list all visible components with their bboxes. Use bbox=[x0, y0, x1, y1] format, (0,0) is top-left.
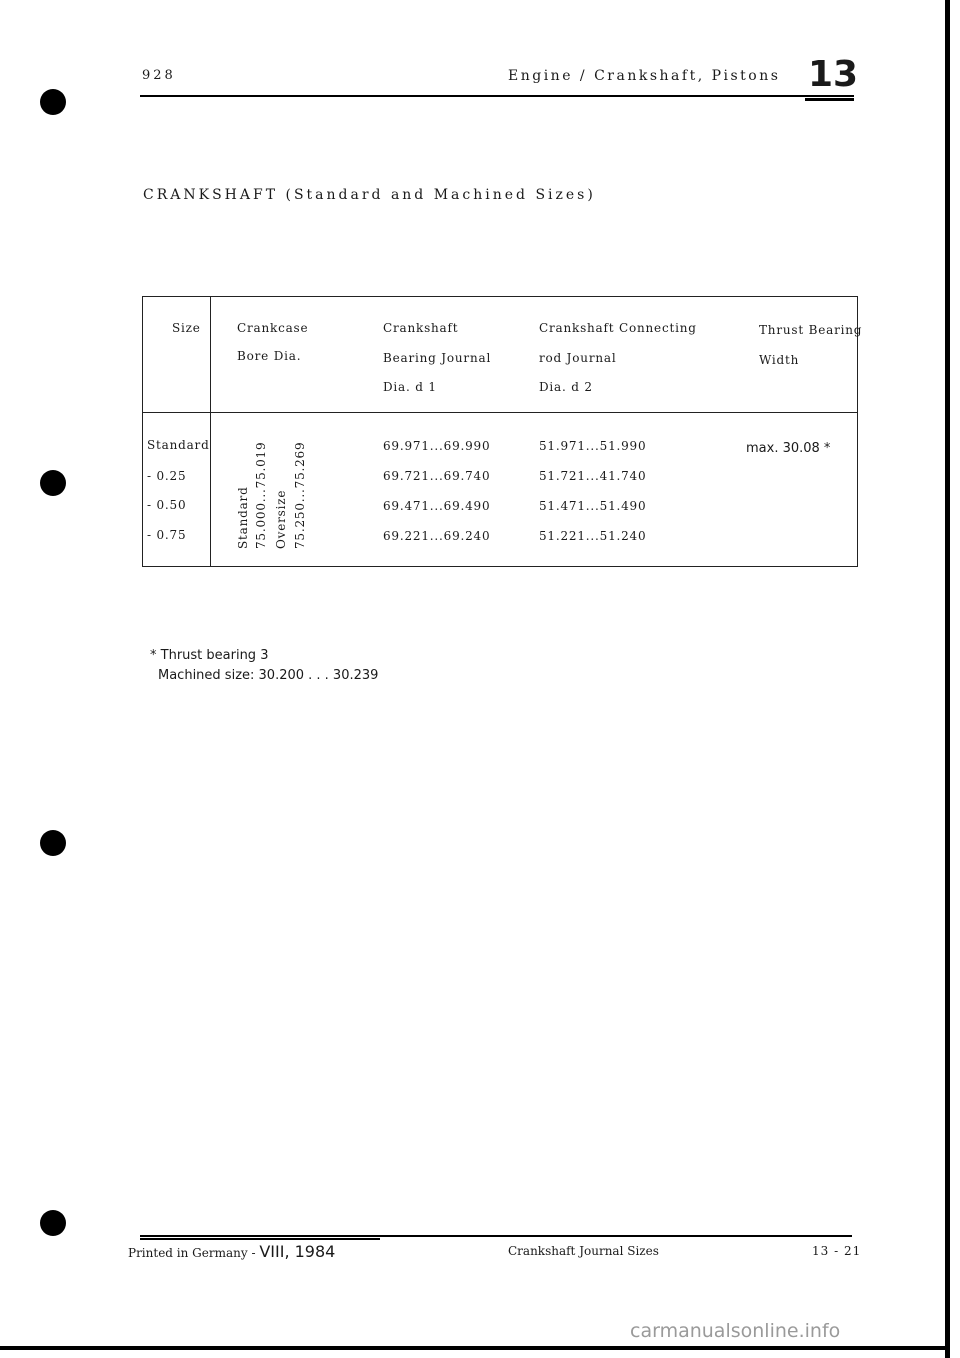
table-left-border bbox=[142, 296, 143, 567]
header-thrust-line1: Thrust Bearing bbox=[759, 323, 863, 337]
header-bearing-line2: Bearing Journal bbox=[383, 351, 492, 365]
scan-edge-right bbox=[945, 0, 950, 1358]
binder-hole bbox=[40, 830, 66, 856]
binder-hole bbox=[40, 89, 66, 115]
header-rod-line1: Crankshaft Connecting bbox=[539, 321, 697, 335]
binder-hole bbox=[40, 470, 66, 496]
rod-journal-cell: 51.471...51.490 bbox=[539, 499, 647, 513]
header-crankcase-line1: Crankcase bbox=[237, 321, 309, 335]
crankcase-bore-oversize-range: 75.250...75.269 bbox=[293, 441, 307, 549]
rod-journal-cell: 51.971...51.990 bbox=[539, 439, 647, 453]
header-size: Size bbox=[172, 321, 201, 335]
header-model: 928 bbox=[142, 68, 176, 83]
table-header-divider bbox=[142, 412, 858, 413]
bearing-journal-cell: 69.971...69.990 bbox=[383, 439, 491, 453]
thrust-width-cell: max. 30.08 * bbox=[746, 441, 831, 456]
scan-edge-bottom bbox=[0, 1346, 950, 1350]
rod-journal-cell: 51.221...51.240 bbox=[539, 529, 647, 543]
header-thrust-line2: Width bbox=[759, 353, 800, 367]
footer-center-title: Crankshaft Journal Sizes bbox=[508, 1244, 659, 1258]
footer-printed bbox=[128, 1242, 335, 1261]
header-rod-line3: Dia. d 2 bbox=[539, 380, 593, 394]
header-rule bbox=[140, 95, 854, 97]
footer-rule-accent bbox=[140, 1238, 380, 1240]
binder-hole bbox=[40, 1210, 66, 1236]
size-cell: - 0.25 bbox=[147, 469, 187, 483]
size-cell: - 0.75 bbox=[147, 528, 187, 542]
crankcase-bore-standard-label: Standard bbox=[236, 486, 250, 549]
section-title: CRANKSHAFT (Standard and Machined Sizes) bbox=[143, 187, 596, 203]
header-bearing-line1: Crankshaft bbox=[383, 321, 459, 335]
size-cell: - 0.50 bbox=[147, 498, 187, 512]
header-title: Engine / Crankshaft, Pistons bbox=[508, 68, 781, 84]
crankshaft-sizes-table bbox=[142, 296, 863, 567]
footnote-line2: Machined size: 30.200 . . . 30.239 bbox=[158, 668, 379, 683]
header-group-number: 13 bbox=[808, 54, 859, 95]
watermark: carmanualsonline.info bbox=[630, 1320, 841, 1342]
crankcase-bore-standard-range: 75.000...75.019 bbox=[254, 441, 268, 549]
table-bottom-border bbox=[142, 566, 858, 567]
size-cell: Standard bbox=[147, 438, 210, 452]
footnote bbox=[150, 646, 378, 686]
table-column-divider bbox=[210, 296, 211, 567]
footer-rule bbox=[140, 1235, 852, 1237]
bearing-journal-cell: 69.221...69.240 bbox=[383, 529, 491, 543]
footer-page-number: 13 - 21 bbox=[812, 1244, 862, 1258]
crankcase-bore-oversize-label: Oversize bbox=[274, 489, 288, 549]
footnote-line1: * Thrust bearing 3 bbox=[150, 648, 269, 663]
header-crankcase-line2: Bore Dia. bbox=[237, 349, 302, 363]
rod-journal-cell: 51.721...41.740 bbox=[539, 469, 647, 483]
bearing-journal-cell: 69.721...69.740 bbox=[383, 469, 491, 483]
bearing-journal-cell: 69.471...69.490 bbox=[383, 499, 491, 513]
header-rod-line2: rod Journal bbox=[539, 351, 617, 365]
header-bearing-line3: Dia. d 1 bbox=[383, 380, 437, 394]
table-top-border bbox=[142, 296, 858, 297]
header-rule-accent bbox=[805, 98, 854, 101]
footer-edition: VIII, 1984 bbox=[259, 1242, 336, 1261]
footer-printed-text: Printed in Germany - bbox=[128, 1246, 256, 1260]
